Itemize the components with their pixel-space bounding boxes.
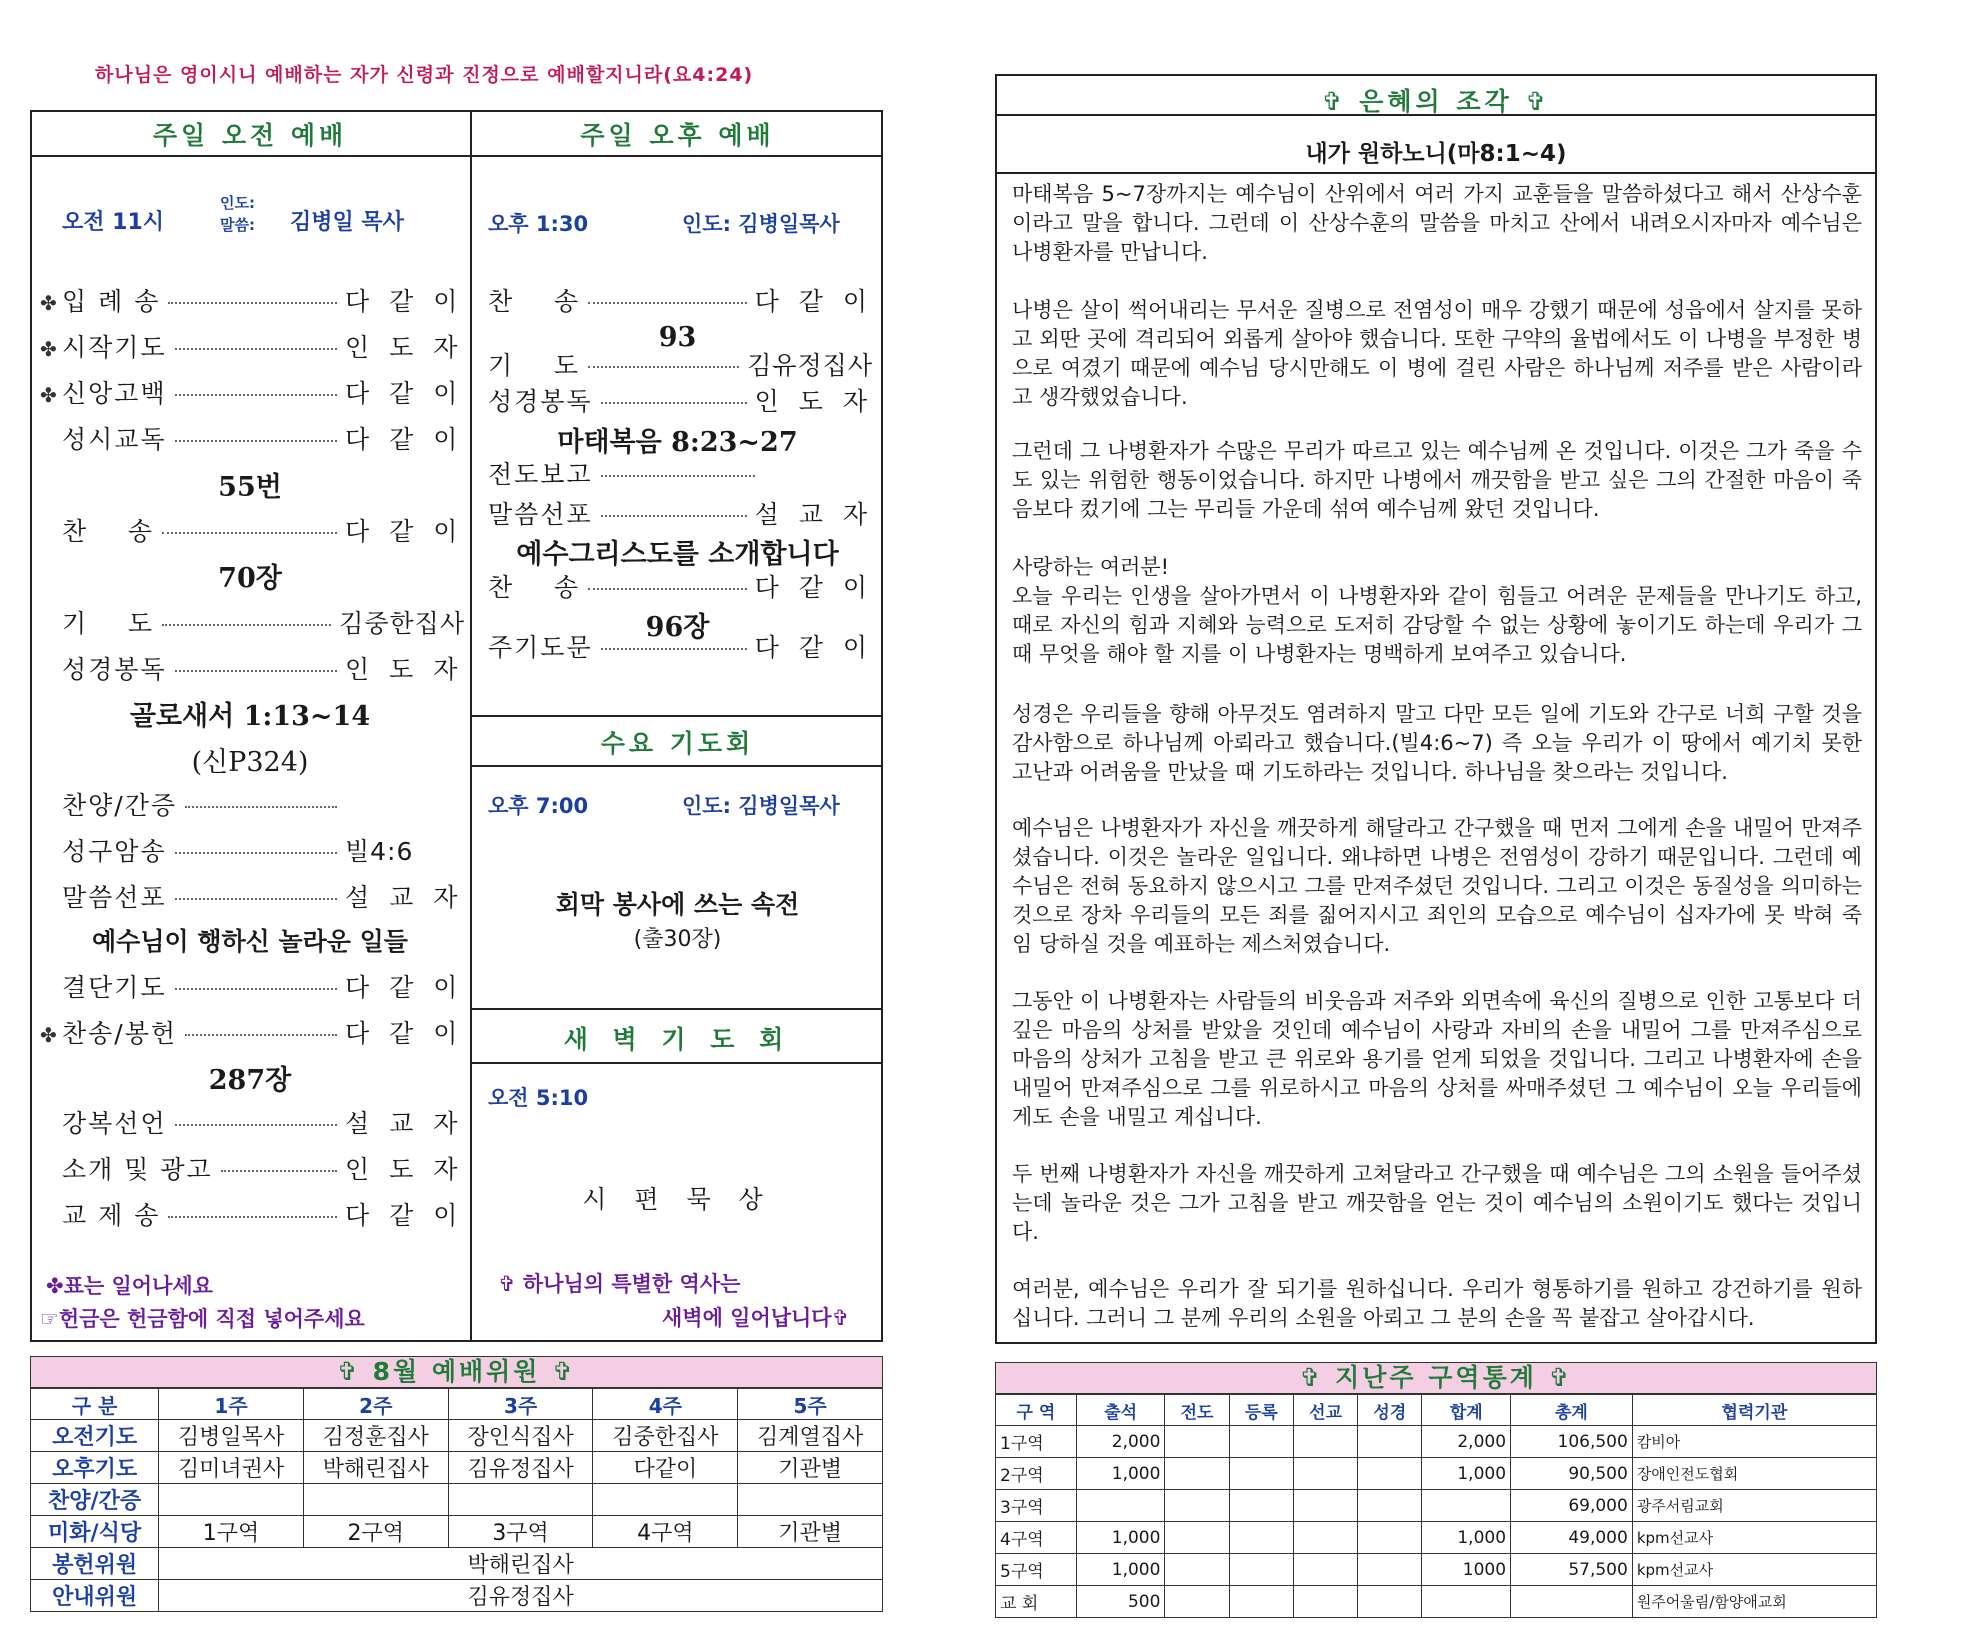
- leader-dots: [221, 1170, 337, 1172]
- morning-item-leader: 다 같 이: [345, 287, 464, 316]
- afternoon-order-item: [488, 568, 873, 604]
- august-cell: 김정훈집사: [303, 1420, 448, 1452]
- offering-note: ☞헌금은 헌금함에 직접 넣어주세요: [40, 1307, 365, 1331]
- morning-title: 주일 오전 예배: [152, 121, 348, 150]
- district-cell: [1229, 1586, 1293, 1618]
- dawn-note-line1: ✞ 하나님의 특별한 역사는: [498, 1272, 741, 1296]
- table-row: [31, 1548, 883, 1580]
- morning-item-label: 성경봉독: [62, 655, 167, 684]
- afternoon-item-leader: 다 같 이: [754, 633, 873, 662]
- afternoon-title-cell: [472, 112, 883, 154]
- august-cell: 3구역: [448, 1516, 593, 1548]
- table-row: [996, 1586, 1877, 1618]
- morning-order-item: [40, 604, 465, 640]
- morning-item-leader: 다 같 이: [345, 1201, 464, 1230]
- standing-mark-icon: ✤: [40, 291, 57, 315]
- august-cell: [448, 1484, 593, 1516]
- leader-dots: [175, 394, 337, 396]
- afternoon-item-label: 성경봉독: [488, 387, 593, 416]
- morning-reading-number: 55번: [218, 472, 282, 503]
- august-cell: 미화/식당: [31, 1516, 159, 1548]
- august-cell: 김유정집사: [159, 1580, 883, 1612]
- word-label: 말씀:: [220, 216, 255, 234]
- leader-dots: [175, 898, 337, 900]
- wednesday-top-divider: [470, 715, 883, 717]
- leader-dots: [588, 366, 739, 368]
- august-cell: 김미녀권사: [159, 1452, 304, 1484]
- morning-item-label: 기 도: [62, 609, 155, 638]
- morning-item-leader: 인 도 자: [345, 1155, 464, 1184]
- grace-paragraph: 두 번째 나병환자가 자신을 깨끗하게 고쳐달라고 간구했을 때 예수님은 그의 소원을 들어주셨는데 놀라운 것은 그가 고침을 받고 깨끗함을 얻는 것이 예수님의 소원이기도 했다는 것입니다.: [1012, 1162, 1862, 1244]
- dawn-header-divider: [470, 1062, 883, 1064]
- morning-time: 오전 11시: [62, 210, 165, 235]
- header-verse: 하나님은 영이시니 예배하는 자가 신령과 진정으로 예배할지니라(요4:24): [95, 64, 754, 86]
- august-committee-title: ✞ 8월 예배위원 ✞: [30, 1356, 883, 1388]
- morning-item-leader: 김중한집사: [339, 609, 465, 638]
- afternoon-order-item: [488, 495, 873, 531]
- district-cell: [1358, 1490, 1422, 1522]
- august-cell: 박해린집사: [303, 1452, 448, 1484]
- standing-mark-icon: ✤: [40, 337, 57, 361]
- morning-scripture-page: (신P324): [191, 747, 309, 778]
- district-cell: 2,000: [1076, 1426, 1165, 1458]
- district-cell: [1422, 1490, 1511, 1522]
- leader-dots: [162, 624, 331, 626]
- morning-order-item: [40, 1196, 465, 1232]
- standing-mark-icon: ✤: [40, 383, 57, 407]
- table-row: [31, 1452, 883, 1484]
- wednesday-time: 오후 7:00: [488, 794, 589, 818]
- august-cell: [303, 1484, 448, 1516]
- morning-order-item: [40, 1104, 465, 1140]
- district-cell: 90,500: [1511, 1458, 1633, 1490]
- grace-paragraph: 그런데 그 나병환자가 수많은 무리가 따르고 있는 예수님께 온 것입니다. 이것은 그가 죽을 수도 있는 위험한 행동이었습니다. 하지만 나병에서 깨끗함을 받고 싶은 그의 간절한 마음이 죽음보다 컸기에 그는 무리들 가운데 섞여 예수님께 왔던 것입니다.: [1012, 439, 1862, 521]
- afternoon-item-leader: 인 도 자: [754, 387, 873, 416]
- morning-item-leader: 인 도 자: [345, 655, 464, 684]
- morning-order-item: [40, 650, 465, 686]
- morning-scripture: 골로새서 1:13~14: [129, 701, 371, 732]
- august-cell: [593, 1484, 738, 1516]
- august-header-cell: 4주: [593, 1389, 738, 1420]
- wednesday-header-divider: [470, 765, 883, 767]
- district-cell: 1,000: [1422, 1522, 1511, 1554]
- morning-order-item: [40, 420, 465, 456]
- dawn-top-divider: [470, 1008, 883, 1010]
- afternoon-sermon-title: 예수그리스도를 소개합니다: [516, 539, 839, 570]
- district-cell: 2,000: [1422, 1426, 1511, 1458]
- morning-order-item: [40, 832, 465, 868]
- august-cell: 1구역: [159, 1516, 304, 1548]
- district-cell: [1293, 1426, 1357, 1458]
- leader-dots: [588, 302, 747, 304]
- august-cell: 찬양/간증: [31, 1484, 159, 1516]
- district-cell: [1229, 1490, 1293, 1522]
- district-cell: [1165, 1426, 1229, 1458]
- august-cell: 김계열집사: [738, 1420, 883, 1452]
- august-header-cell: 1주: [159, 1389, 304, 1420]
- morning-order-item: [40, 1150, 465, 1186]
- district-cell: 5구역: [996, 1554, 1077, 1586]
- morning-item-label: 입 례 송: [62, 287, 161, 316]
- grace-subtitle: 내가 원하노니(마8:1~4): [1305, 141, 1567, 167]
- dawn-note-line2: 새벽에 일어납니다✞: [662, 1306, 850, 1330]
- morning-item-label: 찬 송: [62, 517, 155, 546]
- district-cell: 1,000: [1076, 1522, 1165, 1554]
- august-cell: 박해린집사: [159, 1548, 883, 1580]
- afternoon-item-label: 말씀선포: [488, 500, 593, 529]
- august-cell: 김중한집사: [593, 1420, 738, 1452]
- district-cell: 106,500: [1511, 1426, 1633, 1458]
- august-header-cell: 5주: [738, 1389, 883, 1420]
- grace-paragraph: 사랑하는 여러분! 오늘 우리는 인생을 살아가면서 이 나병환자와 같이 힘들고 어려운 문제들을 만나기도 하고, 때로 자신의 힘과 지혜와 능력으로 도저히 감당할 수 없는 상황에 놓이기도 하는데 우리가 그 때 무엇을 해야 할 지를 이 나병환자는 명백하게 보여주고 있습니다.: [1012, 555, 1862, 666]
- district-cell: 1,000: [1422, 1458, 1511, 1490]
- august-cell: [159, 1484, 304, 1516]
- standing-mark-icon: ✤: [40, 1023, 57, 1047]
- morning-item-leader: 다 같 이: [345, 517, 464, 546]
- morning-order-item: [40, 328, 465, 364]
- august-cell: 장인식집사: [448, 1420, 593, 1452]
- august-cell: 다같이: [593, 1452, 738, 1484]
- morning-hymn-number: 70장: [218, 563, 282, 594]
- morning-item-label: 강복선언: [62, 1109, 167, 1138]
- district-cell: 1구역: [996, 1426, 1077, 1458]
- morning-order-item: [40, 374, 465, 410]
- district-cell: [1165, 1586, 1229, 1618]
- district-cell: [1358, 1426, 1422, 1458]
- afternoon-item-leader: 김유정집사: [747, 351, 873, 380]
- leader-dots: [175, 988, 337, 990]
- august-cell: 2구역: [303, 1516, 448, 1548]
- district-stats-title: ✞ 지난주 구역통계 ✞: [995, 1362, 1877, 1394]
- district-header-cell: 구 역: [996, 1395, 1077, 1426]
- afternoon-scripture: 마태복음 8:23~27: [557, 427, 798, 458]
- table-row: [996, 1490, 1877, 1522]
- table-row: [31, 1580, 883, 1612]
- table-row: [31, 1484, 883, 1516]
- wednesday-ref: (출30장): [633, 927, 722, 952]
- district-cell: [1358, 1554, 1422, 1586]
- leader-dots: [185, 806, 337, 808]
- grace-title: ✞ 은혜의 조각 ✞: [1321, 87, 1551, 116]
- afternoon-item-label: 찬 송: [488, 573, 581, 602]
- morning-order-item: [40, 786, 465, 822]
- district-cell: 1000: [1422, 1554, 1511, 1586]
- morning-title-cell: [30, 112, 470, 154]
- table-row: [31, 1516, 883, 1548]
- leader-dots: [175, 440, 337, 442]
- afternoon-item-leader: 설 교 자: [754, 500, 873, 529]
- august-cell: [738, 1484, 883, 1516]
- district-cell: [1229, 1554, 1293, 1586]
- district-cell: [1076, 1490, 1165, 1522]
- dawn-title: 새 벽 기 도 회: [563, 1025, 792, 1054]
- afternoon-order-item: [488, 282, 873, 318]
- district-header-cell: 성경: [1358, 1395, 1422, 1426]
- district-header-cell: 출석: [1076, 1395, 1165, 1426]
- morning-item-leader: 설 교 자: [345, 1109, 464, 1138]
- district-cell: [1293, 1586, 1357, 1618]
- morning-item-label: 결단기도: [62, 973, 167, 1002]
- august-cell: 오전기도: [31, 1420, 159, 1452]
- august-cell: 안내위원: [31, 1580, 159, 1612]
- afternoon-hymn2: 96장: [645, 612, 710, 643]
- morning-order-item: [40, 1014, 465, 1050]
- table-row: [996, 1522, 1877, 1554]
- district-header-cell: 총계: [1511, 1395, 1633, 1426]
- district-cell: [1422, 1586, 1511, 1618]
- district-cell: [1229, 1522, 1293, 1554]
- district-cell: kpm선교사: [1632, 1522, 1876, 1554]
- lead-label: 인도:: [220, 194, 255, 212]
- table-row: [996, 1458, 1877, 1490]
- morning-item-leader: 인 도 자: [345, 333, 464, 362]
- district-stats-table: [995, 1394, 1877, 1618]
- morning-order-item: [40, 512, 465, 548]
- morning-lead-label: [220, 192, 255, 236]
- wednesday-lead: 인도: 김병일목사: [682, 794, 840, 818]
- district-cell: 광주서림교회: [1632, 1490, 1876, 1522]
- district-cell: 원주어울림/함양애교회: [1632, 1586, 1876, 1618]
- morning-item-leader: 설 교 자: [345, 883, 464, 912]
- morning-item-label: 말씀선포: [62, 883, 167, 912]
- morning-item-label: 성시교독: [62, 425, 167, 454]
- district-cell: 57,500: [1511, 1554, 1633, 1586]
- afternoon-item-label: 전도보고: [488, 460, 593, 489]
- leader-dots: [175, 348, 337, 350]
- afternoon-item-leader: 다 같 이: [754, 287, 873, 316]
- dawn-content: 시 편 묵 상: [582, 1185, 773, 1214]
- dawn-time: 오전 5:10: [488, 1086, 589, 1110]
- grace-paragraph: 나병은 살이 썩어내리는 무서운 질병으로 전염성이 매우 강했기 때문에 성읍에서 살지를 못하고 외딴 곳에 격리되어 외롭게 살아야 했습니다. 또한 구약의 율법에서도 이 나병을 부정한 병으로 여겼기 때문에 예수님 당시만해도 이 병에 걸린 사람은 하나님께 저주를 받은 사람이라고 생각했었습니다.: [1012, 298, 1862, 409]
- leader-dots: [175, 670, 337, 672]
- leader-dots: [175, 1124, 337, 1126]
- district-cell: [1229, 1458, 1293, 1490]
- afternoon-item-label: 주기도문: [488, 633, 593, 662]
- district-cell: 500: [1076, 1586, 1165, 1618]
- august-header-cell: 2주: [303, 1389, 448, 1420]
- leader-dots: [168, 1216, 337, 1218]
- district-cell: [1165, 1554, 1229, 1586]
- leader-dots: [168, 302, 337, 304]
- district-cell: [1358, 1458, 1422, 1490]
- district-cell: 69,000: [1511, 1490, 1633, 1522]
- grace-paragraph: 성경은 우리들을 향해 아무것도 염려하지 말고 다만 모든 일에 기도와 간구로 너희 구할 것을 감사함으로 하나님께 아뢰라고 했습니다.(빌4:6~7) 즉 오늘 우리가 이 땅에서 예기치 못한 고난과 어려움을 만났을 때 기도하라는 것입니다. 하나님을 찾으라는 것입니다.: [1012, 702, 1862, 784]
- august-cell: 봉헌위원: [31, 1548, 159, 1580]
- morning-item-label: 교 제 송: [62, 1201, 161, 1230]
- district-cell: 1,000: [1076, 1458, 1165, 1490]
- morning-order-item: [40, 968, 465, 1004]
- leader-dots: [175, 852, 337, 854]
- morning-item-leader: 다 같 이: [345, 425, 464, 454]
- morning-item-leader: 다 같 이: [345, 379, 464, 408]
- morning-sermon-title: 예수님이 행하신 놀라운 일들: [92, 927, 408, 956]
- morning-item-label: 성구암송: [62, 837, 167, 866]
- morning-item-leader: 빌4:6: [345, 837, 414, 866]
- district-cell: [1358, 1522, 1422, 1554]
- leader-dots: [601, 475, 755, 477]
- grace-paragraph: 마태복음 5~7장까지는 예수님이 산위에서 여러 가지 교훈들을 말씀하셨다고 해서 산상수훈이라고 말을 합니다. 그런데 이 산상수훈의 말씀을 마치고 산에서 내려오시자마자 예수님은 나병환자를 만납니다.: [1012, 182, 1862, 264]
- wednesday-title: 수요 기도회: [600, 729, 755, 758]
- leader-dots: [601, 648, 747, 650]
- august-cell: 기관별: [738, 1516, 883, 1548]
- morning-item-leader: 다 같 이: [345, 973, 464, 1002]
- grace-paragraph: 여러분, 예수님은 우리가 잘 되기를 원하십니다. 우리가 형통하기를 원하고 강건하기를 원하십니다. 그러니 그 분께 우리의 소원을 아뢰고 그 분의 손을 꼭 붙잡고 살아갑시다.: [1012, 1277, 1862, 1330]
- august-committee-table: [30, 1388, 883, 1612]
- morning-order-item: [40, 282, 465, 318]
- august-cell: 기관별: [738, 1452, 883, 1484]
- leader-dots: [185, 1034, 337, 1036]
- morning-item-label: 소개 및 광고: [62, 1155, 213, 1184]
- afternoon-order-item: [488, 382, 873, 418]
- afternoon-item-label: 기 도: [488, 351, 581, 380]
- afternoon-order-item: [488, 455, 873, 491]
- grace-paragraph: 그동안 이 나병환자는 사람들의 비웃음과 저주와 외면속에 육신의 질병으로 인한 고통보다 더 깊은 마음의 상처를 받았을 것인데 예수님이 사랑과 자비의 손을 내밀어 그를 만져주심으로 마음의 상처가 고침을 받고 큰 위로와 용기를 얻게 되었을 것입니다. 그리고 나병환자에 손을 내밀어 만져주심으로 그를 위로하시고 마음의 상처를 싸매주셨던 그 예수님이 오늘 우리들에게도 손을 내밀고 계십니다.: [1012, 989, 1862, 1129]
- district-header-cell: 협력기관: [1632, 1395, 1876, 1426]
- morning-item-label: 찬송/봉헌: [62, 1019, 178, 1048]
- district-cell: 장애인전도협회: [1632, 1458, 1876, 1490]
- district-cell: 캄비아: [1632, 1426, 1876, 1458]
- wednesday-sermon-title: 회막 봉사에 쓰는 속전: [555, 890, 800, 919]
- header-divider: [30, 155, 883, 157]
- table-row: [31, 1420, 883, 1452]
- district-cell: 2구역: [996, 1458, 1077, 1490]
- district-cell: [1293, 1458, 1357, 1490]
- district-cell: [1165, 1522, 1229, 1554]
- district-cell: 3구역: [996, 1490, 1077, 1522]
- leader-dots: [588, 588, 747, 590]
- august-cell: 4구역: [593, 1516, 738, 1548]
- afternoon-title: 주일 오후 예배: [580, 121, 775, 150]
- afternoon-item-label: 찬 송: [488, 287, 581, 316]
- district-cell: 1,000: [1076, 1554, 1165, 1586]
- district-cell: [1229, 1426, 1293, 1458]
- grace-paragraph: 예수님은 나병환자가 자신을 깨끗하게 해달라고 간구했을 때 먼저 그에게 손을 내밀어 만져주셨습니다. 이것은 놀라운 일입니다. 왜냐하면 나병은 전염성이 강하기 때문입니다. 그런데 예수님은 전혀 동요하지 않으시고 그를 만져주셨던 것입니다. 그리고 이것은 동질성을 의미하는 것으로 장차 우리들의 모든 죄를 짊어지시고 죄인의 모습으로 예수님이 십자가에 못 박혀 죽임 당하실 것을 예표하는 제스처였습니다.: [1012, 816, 1862, 956]
- district-cell: [1293, 1554, 1357, 1586]
- district-header-cell: 전도: [1165, 1395, 1229, 1426]
- morning-item-label: 시작기도: [62, 333, 167, 362]
- district-cell: 교 회: [996, 1586, 1077, 1618]
- august-header-cell: 구 분: [31, 1389, 159, 1420]
- grace-subtitle-divider: [995, 172, 1877, 174]
- morning-item-leader: 다 같 이: [345, 1019, 464, 1048]
- august-cell: 김병일목사: [159, 1420, 304, 1452]
- leader-dots: [162, 532, 337, 534]
- morning-order-item: [40, 878, 465, 914]
- morning-pastor: 김병일 목사: [290, 210, 404, 235]
- district-cell: [1511, 1586, 1633, 1618]
- district-cell: 4구역: [996, 1522, 1077, 1554]
- district-header-cell: 선교: [1293, 1395, 1357, 1426]
- august-header-cell: 3주: [448, 1389, 593, 1420]
- morning-offering-hymn: 287장: [208, 1065, 292, 1096]
- afternoon-item-leader: 다 같 이: [754, 573, 873, 602]
- district-cell: 49,000: [1511, 1522, 1633, 1554]
- afternoon-hymn-number: 93: [658, 322, 697, 353]
- standing-note: ✤표는 일어나세요: [46, 1274, 213, 1298]
- district-header-cell: 합계: [1422, 1395, 1511, 1426]
- august-cell: 오후기도: [31, 1452, 159, 1484]
- leader-dots: [601, 402, 747, 404]
- district-cell: [1358, 1586, 1422, 1618]
- table-row: [996, 1554, 1877, 1586]
- morning-item-label: 찬양/간증: [62, 791, 178, 820]
- district-cell: [1293, 1522, 1357, 1554]
- district-cell: [1165, 1458, 1229, 1490]
- district-cell: [1165, 1490, 1229, 1522]
- district-cell: [1293, 1490, 1357, 1522]
- district-cell: kpm선교사: [1632, 1554, 1876, 1586]
- morning-item-label: 신앙고백: [62, 379, 167, 408]
- leader-dots: [601, 515, 747, 517]
- afternoon-time: 오후 1:30: [488, 212, 589, 236]
- august-cell: 김유정집사: [448, 1452, 593, 1484]
- table-row: [996, 1426, 1877, 1458]
- afternoon-lead: 인도: 김병일목사: [682, 212, 840, 236]
- district-header-cell: 등록: [1229, 1395, 1293, 1426]
